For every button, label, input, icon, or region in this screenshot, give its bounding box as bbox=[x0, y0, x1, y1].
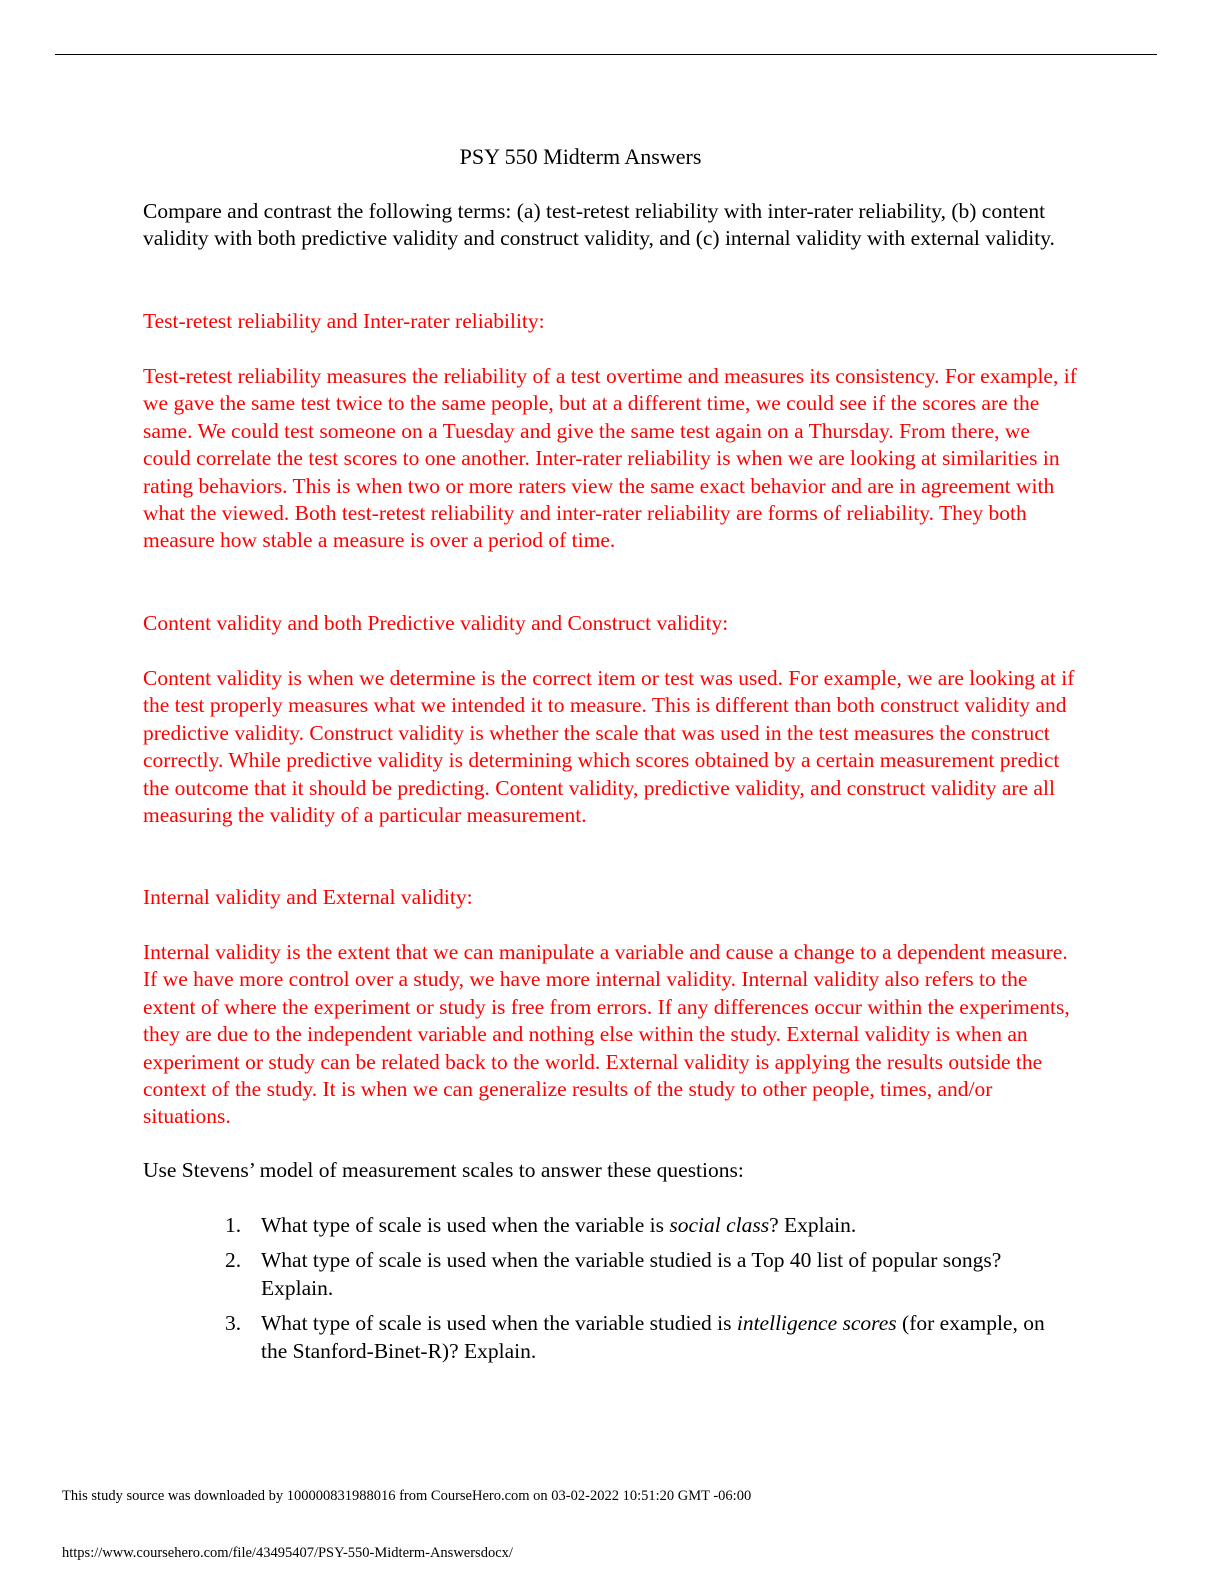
question-text: What type of scale is used when the variable studied is intelligence scores (for example, on the Stanford-Binet-R)? Explain. bbox=[261, 1311, 1045, 1363]
question-text: What type of scale is used when the variable studied is a Top 40 list of popular songs? Explain. bbox=[261, 1248, 1002, 1300]
question-prompt: Compare and contrast the following terms: (a) test-retest reliability with inter-rater reliability, (b) content validity with both predictive validity and construct validity, and (c) internal validity with external validity. bbox=[143, 199, 1055, 251]
list-number: 3. bbox=[225, 1311, 242, 1336]
section-heading-content-validity: Content validity and both Predictive validity and Construct validity: bbox=[143, 611, 729, 635]
footer-url[interactable]: https://www.coursehero.com/file/43495407/PSY-550-Midterm-Answersdocx/ bbox=[62, 1545, 513, 1561]
question-list bbox=[225, 1212, 1045, 1373]
stevens-intro: Use Stevens’ model of measurement scales to answer these questions: bbox=[143, 1158, 744, 1182]
list-item bbox=[225, 1247, 1045, 1302]
section-heading-reliability: Test-retest reliability and Inter-rater reliability: bbox=[143, 309, 545, 333]
question-text: What type of scale is used when the variable is social class? Explain. bbox=[261, 1213, 857, 1237]
section-heading-internal-external: Internal validity and External validity: bbox=[143, 885, 473, 909]
section-body-reliability: Test-retest reliability measures the reliability of a test overtime and measures its consistency. For example, if we gave the same test twice to the same people, but at a different time, we could see if the scores are the same. We could test someone on a Tuesday and give the same test again on a Thursday. From there, we could correlate the test scores to one another. Inter-rater reliability is when we are looking at similarities in rating behaviors. This is when two or more raters view the same exact behavior and are in agreement with what the viewed. Both test-retest reliability and inter-rater reliability are forms of reliability. They both measure how stable a measure is over a period of time. bbox=[143, 364, 1077, 553]
section-body-content-validity: Content validity is when we determine is the correct item or test was used. For example, we are looking at if the test properly measures what we intended it to measure. This is different than both construct validity and predictive validity. Construct validity is whether the scale that was used in the test measures the construct correctly. While predictive validity is determining which scores obtained by a certain measurement predict the outcome that it should be predicting. Content validity, predictive validity, and construct validity are all measuring the validity of a particular measurement. bbox=[143, 666, 1075, 828]
list-number: 1. bbox=[225, 1213, 242, 1237]
section-body-internal-external: Internal validity is the extent that we can manipulate a variable and cause a change to a dependent measure. If we have more control over a study, we have more internal validity. Internal validity also refers to the extent of where the experiment or study is free from errors. If any differences occur within the experiments, they are due to the independent variable and nothing else within the study. External validity is when an experiment or study can be related back to the world. External validity is applying the results outside the context of the study. It is when we can generalize results of the study to other people, times, and/or situations. bbox=[143, 940, 1070, 1129]
top-rule bbox=[55, 54, 1157, 55]
list-item bbox=[225, 1310, 1045, 1365]
list-number: 2. bbox=[225, 1248, 242, 1273]
list-item bbox=[225, 1212, 1045, 1239]
document-title: PSY 550 Midterm Answers bbox=[459, 144, 702, 169]
footer-source-line: This study source was downloaded by 100000831988016 from CourseHero.com on 03-02-2022 10:51:20 GMT -06:00 bbox=[62, 1488, 752, 1504]
